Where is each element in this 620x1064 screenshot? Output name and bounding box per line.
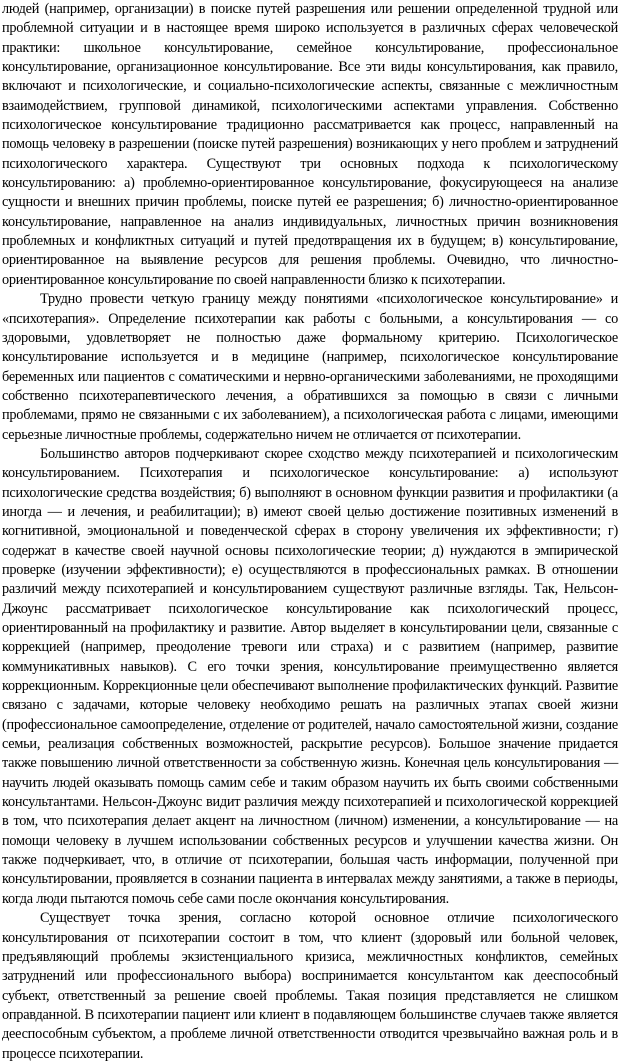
paragraph-2: Трудно провести четкую границу между понятиями «психологическое консультирование» и «психотерапия». Определение психотерапии как работы с больными, а консультирования — со здоровыми, удовлетворяет не полностью даже формальному критерию. Психологическое консультирование используется и в медицине (например, психологическое консультирование беременных или пациентов с соматическими и нервно-органическими заболеваниями, не проходящими собственно психотерапевтического лечения, а обратившихся за помощью в связи с личными проблемами, прямо не связанными с их заболеванием), а психологическая работа с лицами, имеющими серьезные личностные проблемы, содержательно ничем не отличается от психотерапии. xyxy=(2,291,618,443)
document-page xyxy=(2,0,618,1062)
paragraph-1: людей (например, организации) в поиске путей разрешения или решении определенной трудной или проблемной ситуации и в настоящее время широко используется в различных сферах человеческой практики: школьное консультирование, семейное консультирование, профессиональное консультирование, организационное консультирование. Все эти виды консультирования, как правило, включают и психологические, и социально-психологические аспекты, связанные с межличностным взаимодействием, групповой динамикой, психологическими аспектами управления. Собственно психологическое консультирование традиционно рассматривается как процесс, направленный на помощь человеку в разрешении (поиске путей разрешения) возникающих у него проблем и затруднений психологического характера. Существуют три основных подхода к психологическому консультированию: а) проблемно-ориентированное консультирование, фокусирующееся на анализе сущности и внешних причин проблемы, поиске путей ее разрешения; б) личностно-ориентированное консультирование, направленное на анализ индивидуальных, личностных причин возникновения проблемных и конфликтных ситуаций и путей предотвращения их в будущем; в) консультирование, ориентированное на выявление ресурсов для решения проблемы. Очевидно, что личностно-ориентированное консультирование по своей направленности близко к психотерапии. xyxy=(2,1,618,288)
paragraph-4: Существует точка зрения, согласно которой основное отличие психологического консультирования от психотерапии состоит в том, что клиент (здоровый или больной человек, предъявляющий проблемы экзистенциального кризиса, межличностных конфликтов, семейных затруднений или профессионального выбора) воспринимается консультантом как дееспособный субъект, ответственный за решение своей проблемы. Такая позиция представляется не слишком оправданной. В психотерапии пациент или клиент в подавляющем большинстве случаев также является дееспособным субъектом, а проблеме личной ответственности отводится чрезвычайно важная роль и в процессе психотерапии. xyxy=(2,910,618,1062)
paragraph-3: Большинство авторов подчеркивают скорее сходство между психотерапией и психологическим консультированием. Психотерапия и психологическое консультирование: а) используют психологические средства воздействия; б) выполняют в основном функции развития и профилактики (а иногда — и лечения, и реабилитации); в) имеют своей целью достижение позитивных изменений в когнитивной, эмоциональной и поведенческой сферах в сторону увеличения их эффективности; г) содержат в качестве своей научной основы психологические теории; д) нуждаются в эмпирической проверке (изучении эффективности); е) осуществляются в профессиональных рамках. В отношении различий между психотерапией и консультированием существуют различные взгляды. Так, Нельсон-Джоунс рассматривает психологическое консультирование как психологический процесс, ориентированный на профилактику и развитие. Автор выделяет в консультировании цели, связанные с коррекцией (например, преодоление тревоги или страха) и с развитием (например, развитие коммуникативных навыков). С его точки зрения, консультирование преимущественно является коррекционным. Коррекционные цели обеспечивают выполнение профилактических функций. Развитие связано с задачами, которые человеку необходимо решать на различных этапах своей жизни (профессиональное самоопределение, отделение от родителей, начало самостоятельной жизни, создание семьи, реализация собственных возможностей, раскрытие ресурсов). Большое значение придается также повышению личной ответственности за собственную жизнь. Конечная цель консультирования — научить людей оказывать помощь самим себе и таким образом научить их быть своими собственными консультантами. Нельсон-Джоунс видит различия между психотерапией и психологической коррекцией в том, что психотерапия делает акцент на личностном (личном) изменении, а консультирование — на помощи человеку в лучшем использовании собственных ресурсов и улучшении качества жизни. Он также подчеркивает, что, в отличие от психотерапии, большая часть информации, полученной при консультировании, проявляется в сознании пациента в интервалах между занятиями, а также в периоды, когда люди пытаются помочь себе сами после окончания консультирования. xyxy=(2,445,618,907)
